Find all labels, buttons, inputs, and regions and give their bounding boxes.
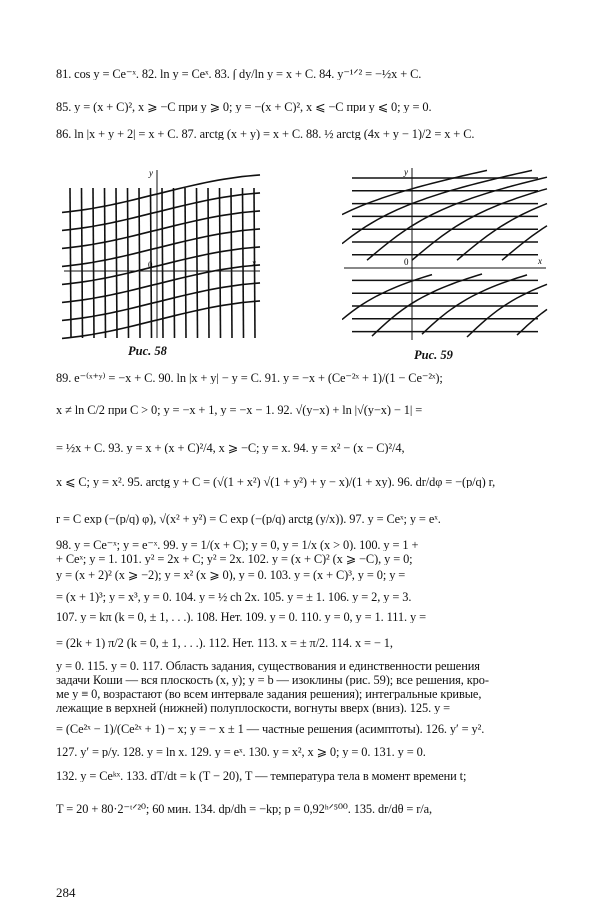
answer-line-133-135: T = 20 + 80·2⁻ᵗᐟ²⁰; 60 мин. 134. dp/dh = −kp; p = 0,92ʰᐟ⁵⁰⁰. 135. dr/dθ = r/a, [56, 803, 433, 816]
figure-58-vertical-line [231, 188, 232, 338]
answer-line-86-88: 86. ln |x + y + 2| = x + C. 87. arctg (x + y) = x + C. 88. ½ arctg (4x + y − 1)/2 = x + C. [56, 128, 475, 141]
figure-58-axis-x: x [252, 258, 256, 268]
answer-line-127-131: 127. y′ = p/y. 128. y = ln x. 129. y = eˣ. 130. y = x², x ⩾ 0; y = 0. 131. y = 0. [56, 746, 426, 759]
figure-58-integral-curve [62, 247, 260, 285]
figure-59-integral-curve-upper [367, 177, 547, 260]
figure-58-vertical-line [70, 188, 71, 338]
answer-line-117-a: задачи Коши — вся плоскость (x, y); y = b — изоклины (рис. 59); все решения, кро- [56, 674, 489, 687]
figure-59-origin: 0 [404, 257, 409, 267]
answer-line-81-84: 81. cos y = Ce⁻ˣ. 82. ln y = Ceˣ. 83. ∫ dy/ln y = x + C. 84. y⁻¹ᐟ² = −½x + C. [56, 68, 422, 81]
figure-58-integral-curve [62, 283, 260, 321]
figure-58-vertical-line [220, 188, 221, 338]
figure-58 [62, 166, 262, 340]
answer-line-132-133: 132. y = Ceᵏˣ. 133. dT/dt = k (T − 20), T — температура тела в момент времени t; [56, 770, 467, 783]
figure-59-integral-curve-lower [342, 275, 432, 320]
answer-line-117-c: лежащие в верхней (нижней) полуплоскости, вогнуты вверх (вниз). 125. y = [56, 702, 451, 715]
figure-58-vertical-line [185, 188, 186, 338]
answer-line-91-92: x ≠ ln C/2 при C > 0; y = −x + 1, y = −x − 1. 92. √(y−x) + ln |√(y−x) − 1| = [56, 404, 423, 417]
figure-59-caption: Рис. 59 [414, 348, 453, 362]
answer-line-100-102: + Ceˣ; y = 1. 101. y² = 2x + C; y² = 2x. 102. y = (x + C)² (x ⩾ −C), y = 0; [56, 553, 413, 566]
figure-58-vertical-line [243, 188, 244, 338]
figure-58-vertical-line [208, 188, 209, 338]
figure-58-axis-y: y [149, 168, 153, 178]
answer-line-98-100: 98. y = Ce⁻ˣ; y = e⁻ˣ. 99. y = 1/(x + C); y = 0, y = 1/x (x > 0). 100. y = 1 + [56, 539, 419, 552]
page-number: 284 [56, 885, 76, 900]
answer-line-114-117: y = 0. 115. y = 0. 117. Область задания, существования и единственности решения [56, 660, 480, 673]
figure-58-origin: 0 [148, 260, 153, 270]
figure-59 [342, 166, 548, 342]
figure-59-axis-x: x [538, 256, 542, 266]
answer-line-89-91: 89. e⁻⁽ˣ⁺ʸ⁾ = −x + C. 90. ln |x + y| − y = C. 91. y = −x + (Ce⁻²ˣ + 1)/(1 − Ce⁻²ˣ); [56, 372, 443, 385]
figure-59-integral-curve-upper [342, 170, 487, 214]
figure-58-vertical-line [105, 188, 106, 338]
figure-58-vertical-line [116, 188, 117, 338]
answer-line-85: 85. y = (x + C)², x ⩾ −C при y ⩾ 0; y = −(x + C)², x ⩽ −C при y ⩽ 0; y = 0. [56, 101, 432, 114]
figure-58-integral-curve [62, 211, 260, 249]
answer-line-102-103: y = (x + 2)² (x ⩾ −2); y = x² (x ⩾ 0), y = 0. 103. y = (x + C)³, y = 0; y = [56, 569, 406, 582]
figure-58-caption: Рис. 58 [128, 344, 167, 358]
figure-59-integral-curve-upper [412, 189, 547, 260]
figure-58-vertical-line [139, 188, 140, 338]
answer-line-117-b: ме y ≡ 0, возрастают (во всем интервале задания решения); интегральные кривые, [56, 688, 482, 701]
figure-58-integral-curve [62, 301, 260, 339]
answer-line-125-126: = (Ce²ˣ − 1)/(Ce²ˣ + 1) − x; y = − x ± 1 — частные решения (асимптоты). 126. y′ = y². [56, 723, 485, 736]
figure-59-axis-y: y [404, 167, 408, 177]
figure-59-integral-curve-lower [422, 275, 527, 334]
figure-59-integral-curve-lower [372, 274, 482, 336]
answer-line-111-114: = (2k + 1) π/2 (k = 0, ± 1, . . .). 112. Нет. 113. x = ± π/2. 114. x = − 1, [56, 637, 393, 650]
figure-58-vertical-line [197, 188, 198, 338]
answer-line-94-96: x ⩽ C; y = x². 95. arctg y + C = (√(1 + x²) √(1 + y²) + y − x)/(1 + xy). 96. dr/dφ = −(p/q) r, [56, 476, 496, 489]
figure-59-integral-curve-upper [457, 204, 547, 261]
answer-line-92-94: = ½x + C. 93. y = x + (x + C)²/4, x ⩾ −C; y = x. 94. y = x² − (x − C)²/4, [56, 442, 405, 455]
answer-line-103-106: = (x + 1)³; y = x³, y = 0. 104. y = ½ ch 2x. 105. y = ± 1. 106. y = 2, y = 3. [56, 591, 412, 604]
figure-58-integral-curve [62, 229, 260, 267]
answer-line-107-111: 107. y = kπ (k = 0, ± 1, . . .). 108. Нет. 109. y = 0. 110. y = 0, y = 1. 111. y = [56, 611, 426, 624]
figure-58-vertical-line [128, 188, 129, 338]
answer-line-96-97: r = C exp (−(p/q) φ), √(x² + y²) = C exp (−(p/q) arctg (y/x)). 97. y = Ceˣ; y = eˣ. [56, 513, 441, 526]
